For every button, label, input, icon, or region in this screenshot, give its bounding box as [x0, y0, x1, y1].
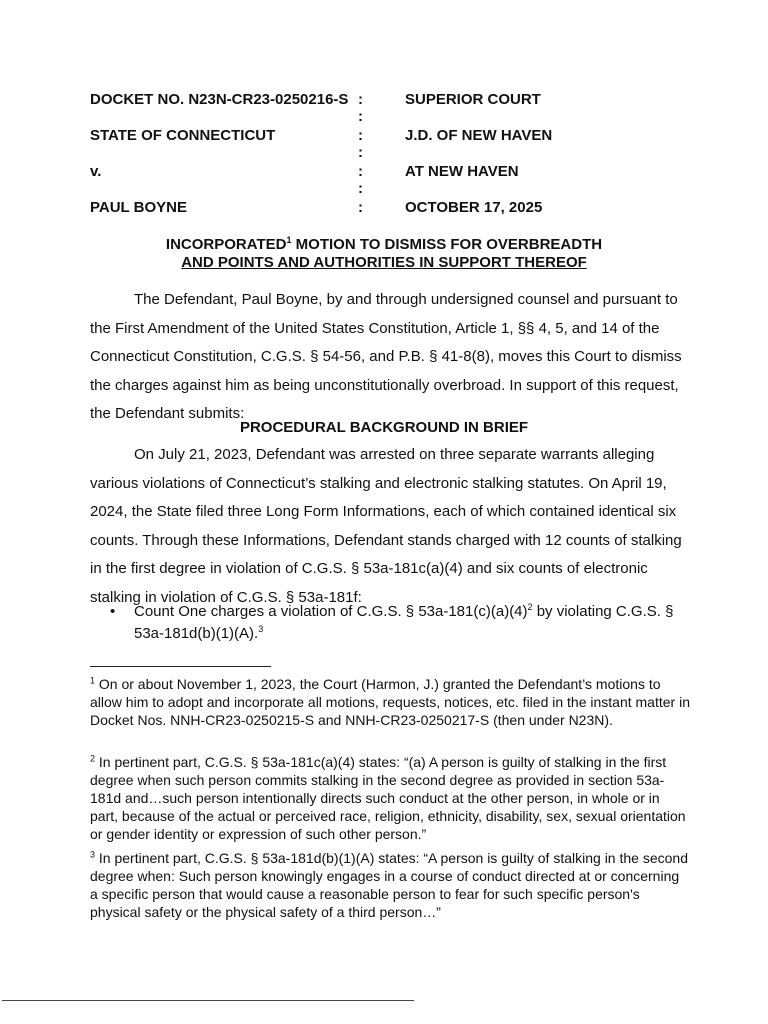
intro-text: The Defendant, Paul Boyne, by and through undersigned counsel and pursuant to the First Amendment of the United States Constitution, Article 1, §§ 4, 5, and 14 of the Connecticut Constitution, C.G.S. § 54-56, and P.B. § 41-8(8), moves this Court to dismiss the charges against him as being unconstitutionally overbroad. In support of this request, the Defendant submits: — [90, 291, 682, 422]
background-paragraph — [90, 441, 690, 612]
footnote-2 — [90, 753, 690, 843]
footnote-ref-3: 3 — [258, 624, 264, 634]
caption-separator: : — [358, 108, 363, 125]
footnote-text: In pertinent part, C.G.S. § 53a-181d(b)(1)(A) states: “A person is guilty of stalking in the second degree when: Such person knowingly engages in a course of conduct directed at or concerning a specific person that would cause a reasonable person to fear for such specific person's physical safety or the physical safety of a third person…” — [90, 850, 688, 920]
title-text: AND POINTS AND AUTHORITIES IN SUPPORT THEREOF — [181, 254, 587, 271]
footnote-ref-1: 1 — [286, 235, 292, 245]
footnote-number: 2 — [90, 753, 96, 764]
footnote-number: 3 — [90, 849, 96, 860]
footnote-number: 1 — [90, 675, 96, 686]
caption-row-state — [90, 127, 690, 163]
versus-label: v. — [90, 163, 102, 180]
title-text: MOTION TO DISMISS FOR OVERBREADTH — [291, 236, 603, 253]
footnote-1 — [90, 675, 690, 729]
caption-row-versus — [90, 163, 690, 199]
filing-date: OCTOBER 17, 2025 — [405, 199, 543, 216]
caption-row-docket — [90, 91, 690, 127]
count-text-part: Count One charges a violation of C.G.S. § 53a-181(c)(a)(4) — [134, 603, 528, 620]
case-caption — [90, 91, 690, 235]
count-text-part: by violating C.G.S. § 53a-181d(b)(1)(A). — [134, 603, 674, 642]
caption-row-defendant — [90, 199, 690, 235]
count-text — [134, 601, 704, 645]
footnote-3 — [90, 849, 690, 921]
page-bottom-divider — [2, 1000, 414, 1001]
court-name: SUPERIOR COURT — [405, 91, 541, 108]
court-location: AT NEW HAVEN — [405, 163, 519, 180]
plaintiff-name: STATE OF CONNECTICUT — [90, 127, 276, 144]
caption-colon: : — [358, 91, 363, 108]
footnote-divider — [90, 666, 271, 667]
judicial-district: J.D. OF NEW HAVEN — [405, 127, 553, 144]
title-text: INCORPORATED — [165, 236, 287, 253]
docket-number: DOCKET NO. N23N-CR23-0250216-S — [90, 91, 349, 108]
bullet-marker: • — [110, 603, 116, 620]
caption-separator: : — [358, 180, 363, 197]
footnote-text: On or about November 1, 2023, the Court (Harmon, J.) granted the Defendant’s motions to allow him to adopt and incorporate all motions, requests, notices, etc. filed in the instant matter in Docket Nos. NNH-CR23-0250215-S and NNH-CR23-0250217-S (then under N23N). — [90, 676, 690, 728]
intro-paragraph — [90, 286, 690, 429]
caption-colon: : — [358, 163, 363, 180]
motion-title-line-2 — [0, 254, 768, 271]
caption-colon: : — [358, 127, 363, 144]
background-text: On July 21, 2023, Defendant was arrested on three separate warrants alleging various violations of Connecticut’s stalking and electronic stalking statutes. On April 19, 2024, the State filed three Long Form Informations, each of which contained identical six counts. Through these Informations, Defendant stands charged with 12 counts of stalking in the first degree in violation of C.G.S. § 53a-181c(a)(4) and six counts of electronic stalking in violation of C.G.S. § 53a-181f: — [90, 446, 682, 606]
section-heading: PROCEDURAL BACKGROUND IN BRIEF — [239, 419, 529, 436]
footnote-ref-2: 2 — [527, 602, 533, 612]
defendant-name: PAUL BOYNE — [90, 199, 187, 216]
footnote-text: In pertinent part, C.G.S. § 53a-181c(a)(4) states: “(a) A person is guilty of stalking in the first degree when such person commits stalking in the second degree as provided in section 53a-181d and…such person intentionally directs such conduct at the other person, in whole or in part, because of the actual or perceived race, religion, ethnicity, disability, sex, sexual orientation or gender identity or expression of such other person.” — [90, 754, 686, 842]
caption-separator: : — [358, 144, 363, 161]
caption-colon: : — [358, 199, 363, 216]
motion-title-line-1 — [0, 236, 768, 253]
